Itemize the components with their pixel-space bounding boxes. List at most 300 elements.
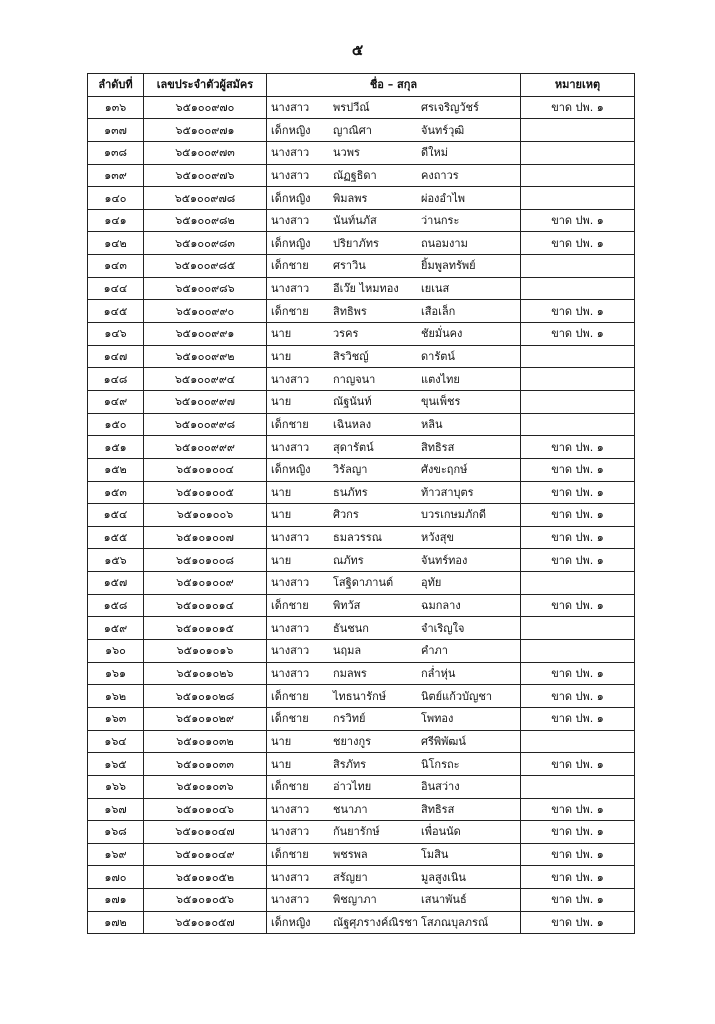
row-note: [521, 617, 635, 640]
row-full-name: [267, 232, 521, 255]
row-note: ขาด ปพ. ๑: [521, 323, 635, 346]
row-no: ๑๕๘: [88, 594, 144, 617]
table-row: [88, 277, 635, 300]
row-applicant-id: ๖๕๑๐๐๙๗๑: [144, 119, 267, 142]
row-applicant-id: ๖๕๑๐๑๐๕๒: [144, 866, 267, 889]
row-full-name: [267, 866, 521, 889]
row-full-name: [267, 300, 521, 323]
table-row: [88, 458, 635, 481]
row-title: เด็กหญิง: [271, 916, 311, 930]
row-first-name: พิมลพร: [333, 191, 368, 205]
row-applicant-id: ๖๕๑๐๑๐๐๘: [144, 549, 267, 572]
row-note: ขาด ปพ. ๑: [521, 436, 635, 459]
row-no: ๑๔๒: [88, 232, 144, 255]
row-last-name: อุทัย: [421, 576, 442, 590]
row-title: เด็กชาย: [271, 259, 309, 273]
row-last-name: คำภา: [421, 644, 448, 658]
row-note: ขาด ปพ. ๑: [521, 843, 635, 866]
table-row: [88, 730, 635, 753]
row-full-name: [267, 436, 521, 459]
table-row: [88, 685, 635, 708]
table-row: [88, 323, 635, 346]
row-note: ขาด ปพ. ๑: [521, 458, 635, 481]
row-full-name: [267, 640, 521, 663]
row-full-name: [267, 798, 521, 821]
row-first-name: กมลพร: [333, 666, 367, 680]
row-no: ๑๖๕: [88, 753, 144, 776]
row-full-name: [267, 889, 521, 912]
row-title: นาย: [271, 350, 292, 363]
table-row: [88, 911, 635, 934]
row-applicant-id: ๖๕๑๐๑๐๕๖: [144, 889, 267, 912]
row-full-name: [267, 572, 521, 595]
row-first-name: สิรวิชญ์: [333, 350, 369, 363]
row-full-name: [267, 164, 521, 187]
row-title: เด็กหญิง: [271, 191, 311, 205]
row-title: นางสาว: [271, 168, 310, 182]
row-first-name: อีเว๊ย ไหมทอง: [333, 282, 399, 296]
row-last-name: แตงไทย: [421, 372, 460, 386]
row-first-name: สิรภัทร: [333, 757, 367, 771]
row-title: นางสาว: [271, 100, 310, 114]
row-full-name: [267, 662, 521, 685]
row-first-name: ณัฐนันท์: [333, 395, 372, 409]
row-applicant-id: ๖๕๑๐๑๐๑๖: [144, 640, 267, 663]
row-applicant-id: ๖๕๑๐๑๐๒๙: [144, 707, 267, 730]
row-title: นาย: [271, 734, 292, 748]
row-first-name: ชนาภา: [333, 802, 368, 816]
row-applicant-id: ๖๕๑๐๑๐๔๖: [144, 798, 267, 821]
table-row: [88, 300, 635, 323]
row-applicant-id: ๖๕๑๐๑๐๑๔: [144, 594, 267, 617]
row-title: นางสาว: [271, 372, 310, 386]
row-note: [521, 119, 635, 142]
row-title: เด็กชาย: [271, 304, 309, 318]
row-last-name: ศรเจริญวัชร์: [421, 100, 479, 114]
row-title: นาย: [271, 395, 292, 409]
row-no: ๑๔๗: [88, 345, 144, 368]
row-note: [521, 345, 635, 368]
row-no: ๑๕๕: [88, 526, 144, 549]
row-note: ขาด ปพ. ๑: [521, 821, 635, 844]
row-first-name: โสฐิดาภานต์: [333, 576, 394, 590]
row-no: ๑๔๐: [88, 187, 144, 210]
row-first-name: สรัญยา: [333, 870, 368, 884]
row-last-name: โสภณบุลภรณ์: [421, 916, 489, 930]
row-title: เด็กหญิง: [271, 123, 311, 137]
row-no: ๑๔๕: [88, 300, 144, 323]
row-title: เด็กชาย: [271, 689, 309, 703]
row-last-name: ดารัตน์: [421, 350, 455, 363]
row-last-name: บวรเกษมภักดี: [421, 508, 487, 522]
row-note: [521, 572, 635, 595]
row-first-name: ธันชนก: [333, 621, 369, 635]
table-row: [88, 843, 635, 866]
row-first-name: ชยางกูร: [333, 734, 372, 748]
row-full-name: [267, 821, 521, 844]
table-row: [88, 889, 635, 912]
row-title: เด็กชาย: [271, 712, 309, 726]
table-row: [88, 164, 635, 187]
row-applicant-id: ๖๕๑๐๑๐๒๘: [144, 685, 267, 708]
table-row: [88, 549, 635, 572]
row-note: ขาด ปพ. ๑: [521, 526, 635, 549]
row-full-name: [267, 187, 521, 210]
row-last-name: สิทธิรส: [421, 440, 455, 454]
row-first-name: เฉินหลง: [333, 417, 372, 431]
row-title: นางสาว: [271, 666, 310, 680]
row-first-name: วรคร: [333, 327, 359, 341]
table-row: [88, 798, 635, 821]
row-last-name: นิโกรถะ: [421, 757, 460, 771]
row-title: เด็กหญิง: [271, 463, 311, 477]
row-applicant-id: ๖๕๑๐๑๐๐๖: [144, 504, 267, 527]
row-title: นาย: [271, 327, 292, 341]
row-last-name: ว่านกระ: [421, 214, 460, 228]
row-no: ๑๖๒: [88, 685, 144, 708]
row-applicant-id: ๖๕๑๐๐๙๘๒: [144, 209, 267, 232]
row-no: ๑๕๑: [88, 436, 144, 459]
row-last-name: จันทร์วุฒิ: [421, 123, 465, 137]
table-row: [88, 255, 635, 278]
row-full-name: [267, 594, 521, 617]
row-note: ขาด ปพ. ๑: [521, 889, 635, 912]
table-header-row: [88, 74, 635, 97]
row-title: นางสาว: [271, 214, 310, 228]
table-row: [88, 119, 635, 142]
row-full-name: [267, 209, 521, 232]
row-full-name: [267, 96, 521, 119]
table-row: [88, 707, 635, 730]
table-row: [88, 413, 635, 436]
row-first-name: ศิวกร: [333, 508, 359, 522]
row-title: นางสาว: [271, 621, 310, 635]
row-full-name: [267, 730, 521, 753]
row-applicant-id: ๖๕๑๐๐๙๗๘: [144, 187, 267, 210]
row-note: ขาด ปพ. ๑: [521, 549, 635, 572]
row-note: [521, 730, 635, 753]
row-no: ๑๓๖: [88, 96, 144, 119]
row-title: นางสาว: [271, 146, 310, 160]
row-no: ๑๖๐: [88, 640, 144, 663]
row-last-name: มูลสูงเนิน: [421, 870, 466, 884]
row-title: นางสาว: [271, 576, 310, 590]
row-no: ๑๕๙: [88, 617, 144, 640]
row-note: ขาด ปพ. ๑: [521, 798, 635, 821]
table-row: [88, 504, 635, 527]
row-last-name: ท้าวสาบุตร: [421, 485, 474, 499]
row-no: ๑๖๘: [88, 821, 144, 844]
row-first-name: อ่าวไทย: [333, 780, 372, 794]
row-note: ขาด ปพ. ๑: [521, 707, 635, 730]
row-full-name: [267, 119, 521, 142]
row-last-name: ศังขะฤกษ์: [421, 463, 468, 477]
row-note: [521, 255, 635, 278]
header-note: หมายเหตุ: [521, 74, 635, 97]
row-no: ๑๓๘: [88, 141, 144, 164]
row-note: [521, 187, 635, 210]
row-last-name: ยิ้มพูลทรัพย์: [421, 259, 476, 273]
row-full-name: [267, 368, 521, 391]
row-first-name: ธมลวรรณ: [333, 531, 382, 545]
row-last-name: กล่ำหุ่น: [421, 666, 456, 680]
row-no: ๑๖๑: [88, 662, 144, 685]
row-first-name: พิทวัส: [333, 599, 361, 613]
row-no: ๑๖๔: [88, 730, 144, 753]
row-no: ๑๕๔: [88, 504, 144, 527]
row-applicant-id: ๖๕๑๐๑๐๒๖: [144, 662, 267, 685]
row-title: นางสาว: [271, 870, 310, 884]
row-applicant-id: ๖๕๑๐๑๐๑๕: [144, 617, 267, 640]
row-applicant-id: ๖๕๑๐๑๐๐๙: [144, 572, 267, 595]
row-last-name: เยเนส: [421, 282, 450, 296]
row-last-name: สิทธิรส: [421, 802, 455, 816]
row-no: ๑๕๓: [88, 481, 144, 504]
header-applicant-id: เลขประจำตัวผู้สมัคร: [144, 74, 267, 97]
row-last-name: โพทอง: [421, 712, 454, 726]
row-full-name: [267, 685, 521, 708]
row-note: ขาด ปพ. ๑: [521, 96, 635, 119]
row-no: ๑๕๖: [88, 549, 144, 572]
row-last-name: ผ่องอำไพ: [421, 191, 465, 205]
row-full-name: [267, 481, 521, 504]
row-note: [521, 390, 635, 413]
row-full-name: [267, 277, 521, 300]
row-last-name: คงถาวร: [421, 168, 459, 182]
row-title: นางสาว: [271, 825, 310, 839]
row-first-name: กาญจนา: [333, 372, 376, 386]
row-first-name: ไทธนารักษ์: [333, 689, 387, 703]
table-row: [88, 526, 635, 549]
table-row: [88, 187, 635, 210]
row-no: ๑๖๖: [88, 775, 144, 798]
header-no: ลำดับที่: [88, 74, 144, 97]
row-note: ขาด ปพ. ๑: [521, 866, 635, 889]
row-last-name: นิตย์แก้วบัญชา: [421, 689, 493, 703]
table-row: [88, 390, 635, 413]
row-no: ๑๓๙: [88, 164, 144, 187]
row-applicant-id: ๖๕๑๐๐๙๙๐: [144, 300, 267, 323]
row-title: นาย: [271, 757, 292, 771]
row-note: [521, 775, 635, 798]
row-title: เด็กชาย: [271, 417, 309, 431]
row-no: ๑๔๖: [88, 323, 144, 346]
row-note: ขาด ปพ. ๑: [521, 504, 635, 527]
table-row: [88, 617, 635, 640]
row-no: ๑๔๓: [88, 255, 144, 278]
row-applicant-id: ๖๕๑๐๐๙๙๙: [144, 436, 267, 459]
row-applicant-id: ๖๕๑๐๑๐๓๒: [144, 730, 267, 753]
page-number: ๕: [351, 41, 364, 59]
row-last-name: เสนาพันธ์: [421, 893, 467, 907]
row-applicant-id: ๖๕๑๐๐๙๙๔: [144, 368, 267, 391]
row-note: ขาด ปพ. ๑: [521, 594, 635, 617]
row-no: ๑๔๘: [88, 368, 144, 391]
row-full-name: [267, 617, 521, 640]
row-last-name: ชัยมั่นคง: [421, 327, 463, 341]
table-row: [88, 821, 635, 844]
row-first-name: ธนภัทร: [333, 485, 368, 499]
row-first-name: ณภัทร: [333, 553, 364, 567]
row-last-name: ดีใหม่: [421, 146, 449, 160]
row-full-name: [267, 843, 521, 866]
applicant-table: [87, 73, 635, 934]
row-title: เด็กชาย: [271, 848, 309, 862]
row-no: ๑๗๐: [88, 866, 144, 889]
row-first-name: นฤมล: [333, 644, 362, 658]
row-applicant-id: ๖๕๑๐๐๙๙๑: [144, 323, 267, 346]
table-row: [88, 572, 635, 595]
row-applicant-id: ๖๕๑๐๐๙๙๘: [144, 413, 267, 436]
row-full-name: [267, 413, 521, 436]
row-full-name: [267, 345, 521, 368]
row-full-name: [267, 390, 521, 413]
row-title: เด็กหญิง: [271, 236, 311, 250]
row-last-name: หวังสุข: [421, 531, 455, 545]
header-name: ชื่อ – สกุล: [267, 74, 521, 97]
table-row: [88, 209, 635, 232]
table-row: [88, 141, 635, 164]
row-first-name: พชรพล: [333, 848, 368, 862]
row-first-name: พิชญาภา: [333, 893, 377, 907]
table-row: [88, 232, 635, 255]
row-note: ขาด ปพ. ๑: [521, 300, 635, 323]
row-last-name: เสือเล็ก: [421, 304, 456, 318]
row-no: ๑๗๒: [88, 911, 144, 934]
row-first-name: ปริยาภัทร: [333, 236, 379, 250]
row-first-name: ศราวิน: [333, 259, 366, 273]
row-note: ขาด ปพ. ๑: [521, 753, 635, 776]
row-first-name: สิทธิพร: [333, 304, 367, 318]
row-first-name: ณัฐศุภรางค์ณิรชา: [333, 916, 419, 930]
row-note: [521, 277, 635, 300]
row-last-name: จำเริญใจ: [421, 621, 465, 635]
table-row: [88, 368, 635, 391]
table-row: [88, 662, 635, 685]
row-applicant-id: ๖๕๑๐๑๐๐๗: [144, 526, 267, 549]
row-note: ขาด ปพ. ๑: [521, 232, 635, 255]
row-no: ๑๔๑: [88, 209, 144, 232]
row-title: นางสาว: [271, 802, 310, 816]
row-note: [521, 368, 635, 391]
row-no: ๑๕๒: [88, 458, 144, 481]
row-no: ๑๓๗: [88, 119, 144, 142]
table-row: [88, 640, 635, 663]
row-full-name: [267, 458, 521, 481]
row-last-name: ถนอมงาม: [421, 236, 468, 250]
row-last-name: ขุนเพ็ชร: [421, 395, 461, 409]
row-first-name: สุดารัตน์: [333, 440, 374, 454]
row-applicant-id: ๖๕๑๐๐๙๗๓: [144, 141, 267, 164]
row-note: [521, 413, 635, 436]
table-row: [88, 436, 635, 459]
row-title: นางสาว: [271, 893, 310, 907]
table-row: [88, 775, 635, 798]
row-note: ขาด ปพ. ๑: [521, 662, 635, 685]
row-applicant-id: ๖๕๑๐๐๙๙๒: [144, 345, 267, 368]
row-full-name: [267, 775, 521, 798]
row-note: ขาด ปพ. ๑: [521, 209, 635, 232]
row-last-name: ฉมกลาง: [421, 599, 461, 613]
row-no: ๑๗๑: [88, 889, 144, 912]
row-title: นาย: [271, 485, 292, 499]
row-applicant-id: ๖๕๑๐๐๙๘๖: [144, 277, 267, 300]
row-full-name: [267, 504, 521, 527]
row-last-name: จันทร์ทอง: [421, 553, 468, 567]
row-note: ขาด ปพ. ๑: [521, 481, 635, 504]
row-note: [521, 640, 635, 663]
table-row: [88, 345, 635, 368]
row-applicant-id: ๖๕๑๐๐๙๗๐: [144, 96, 267, 119]
table-row: [88, 481, 635, 504]
row-title: นางสาว: [271, 440, 310, 454]
row-first-name: พรปวีณ์: [333, 100, 370, 114]
row-title: นางสาว: [271, 282, 310, 296]
row-last-name: อินสว่าง: [421, 780, 460, 794]
row-applicant-id: ๖๕๑๐๑๐๔๗: [144, 821, 267, 844]
row-applicant-id: ๖๕๑๐๐๙๘๕: [144, 255, 267, 278]
row-note: [521, 164, 635, 187]
row-full-name: [267, 911, 521, 934]
row-applicant-id: ๖๕๑๐๑๐๔๙: [144, 843, 267, 866]
row-first-name: กรวิทย์: [333, 712, 366, 726]
row-applicant-id: ๖๕๑๐๐๙๙๗: [144, 390, 267, 413]
row-title: เด็กชาย: [271, 780, 309, 794]
row-applicant-id: ๖๕๑๐๐๙๘๓: [144, 232, 267, 255]
row-full-name: [267, 707, 521, 730]
row-first-name: ญาณิศา: [333, 123, 372, 137]
row-first-name: กันยารักษ์: [333, 825, 380, 839]
row-title: นางสาว: [271, 531, 310, 545]
row-full-name: [267, 753, 521, 776]
row-no: ๑๖๓: [88, 707, 144, 730]
row-full-name: [267, 323, 521, 346]
row-no: ๑๕๗: [88, 572, 144, 595]
table-row: [88, 96, 635, 119]
row-first-name: ณัฏฐธิดา: [333, 168, 377, 182]
row-applicant-id: ๖๕๑๐๑๐๐๔: [144, 458, 267, 481]
row-note: ขาด ปพ. ๑: [521, 685, 635, 708]
row-title: เด็กชาย: [271, 599, 309, 613]
row-last-name: ศรีพิพัฒน์: [421, 734, 466, 748]
row-applicant-id: ๖๕๑๐๑๐๐๕: [144, 481, 267, 504]
row-last-name: เพื่อนนัด: [421, 825, 461, 839]
table-row: [88, 594, 635, 617]
row-no: ๑๖๗: [88, 798, 144, 821]
row-no: ๑๕๐: [88, 413, 144, 436]
row-applicant-id: ๖๕๑๐๐๙๗๖: [144, 164, 267, 187]
row-title: นางสาว: [271, 644, 310, 658]
row-full-name: [267, 141, 521, 164]
row-full-name: [267, 526, 521, 549]
row-applicant-id: ๖๕๑๐๑๐๓๓: [144, 753, 267, 776]
table-row: [88, 866, 635, 889]
row-applicant-id: ๖๕๑๐๑๐๓๖: [144, 775, 267, 798]
row-note: [521, 141, 635, 164]
row-no: ๑๖๙: [88, 843, 144, 866]
row-no: ๑๔๙: [88, 390, 144, 413]
table-row: [88, 753, 635, 776]
row-full-name: [267, 255, 521, 278]
row-last-name: หลิน: [421, 417, 443, 431]
row-full-name: [267, 549, 521, 572]
row-last-name: โมสิน: [421, 848, 449, 862]
row-title: นาย: [271, 508, 292, 522]
row-no: ๑๔๔: [88, 277, 144, 300]
row-note: ขาด ปพ. ๑: [521, 911, 635, 934]
row-title: นาย: [271, 553, 292, 567]
row-applicant-id: ๖๕๑๐๑๐๕๗: [144, 911, 267, 934]
